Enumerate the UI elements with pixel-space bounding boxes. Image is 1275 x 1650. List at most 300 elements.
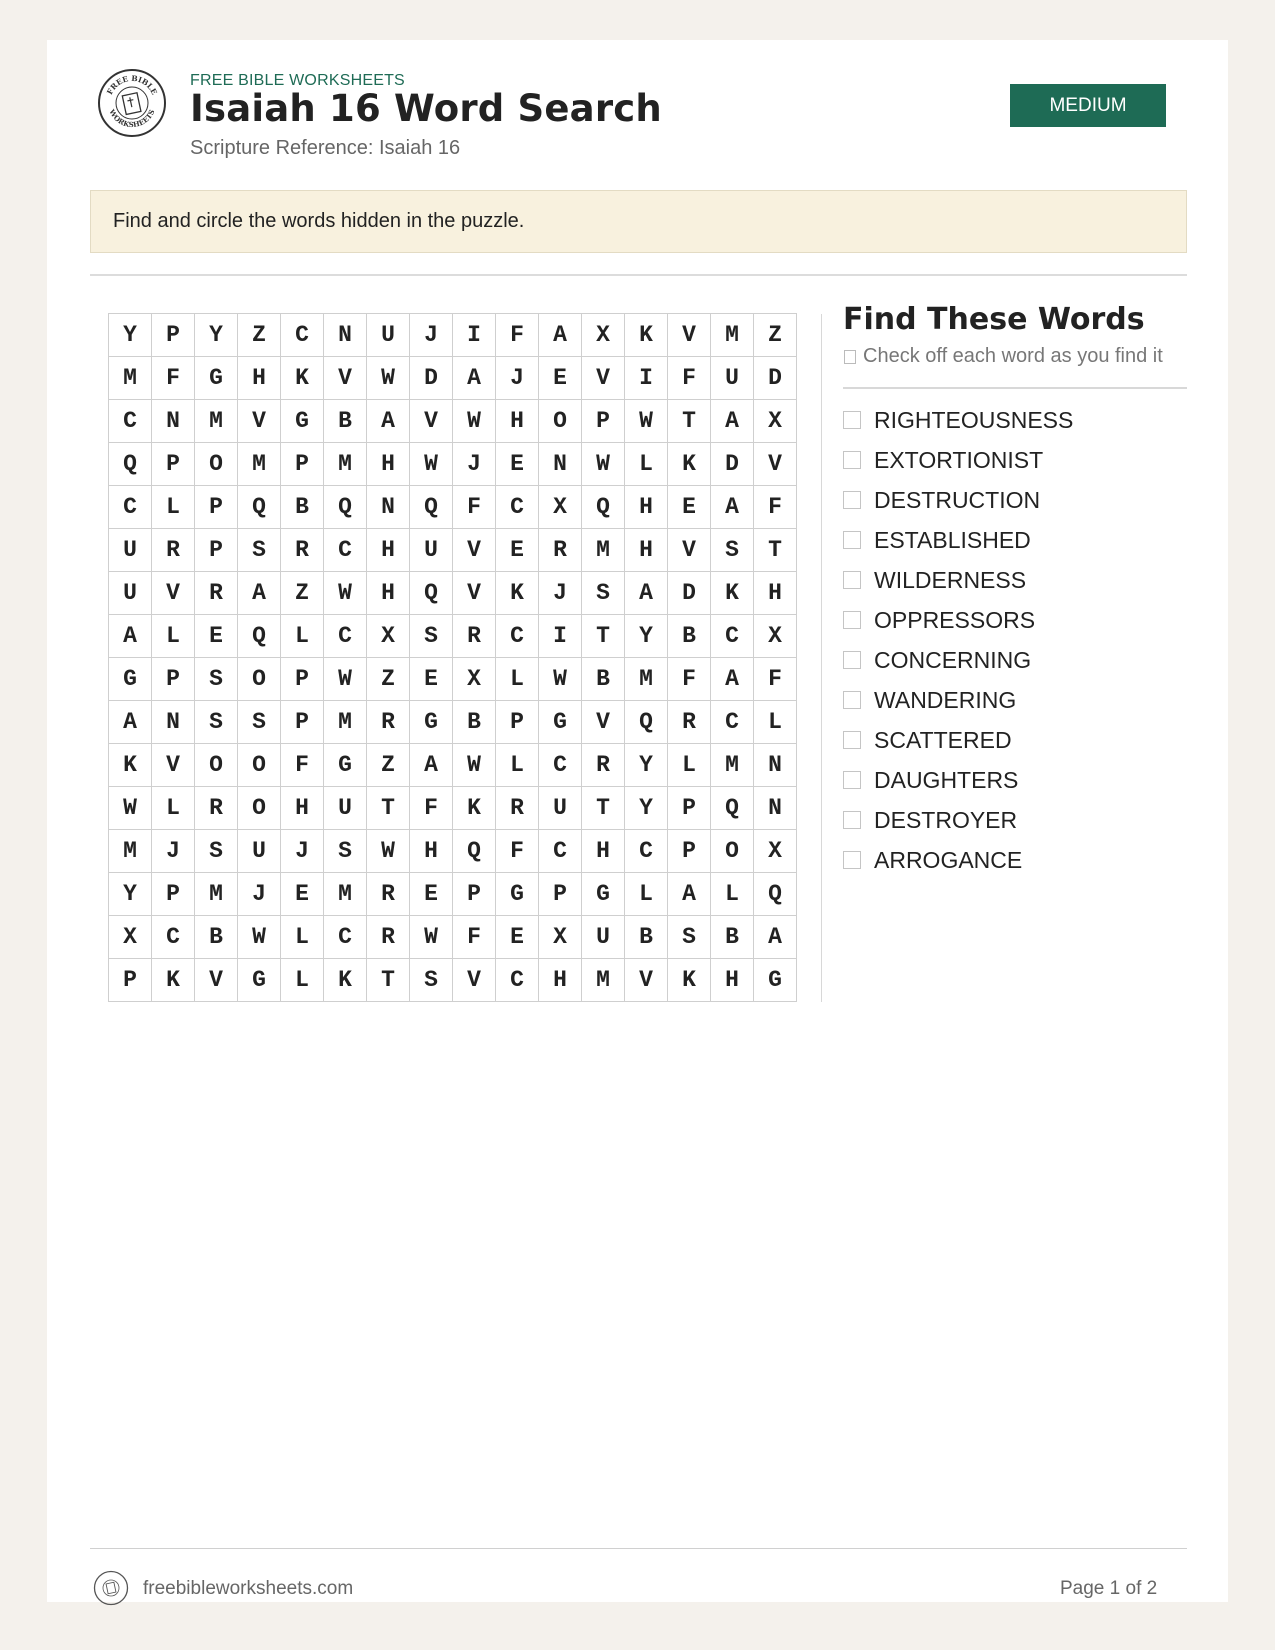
grid-row bbox=[109, 357, 797, 400]
grid-row bbox=[109, 314, 797, 357]
grid-cell[interactable]: F bbox=[496, 314, 539, 357]
grid-cell[interactable]: P bbox=[152, 873, 195, 916]
grid-cell[interactable]: Y bbox=[195, 314, 238, 357]
grid-cell[interactable]: L bbox=[625, 443, 668, 486]
grid-cell[interactable]: A bbox=[539, 314, 582, 357]
grid-cell[interactable]: T bbox=[754, 529, 797, 572]
grid-cell[interactable]: H bbox=[625, 529, 668, 572]
grid-cell[interactable]: P bbox=[539, 873, 582, 916]
grid-cell[interactable]: Z bbox=[367, 744, 410, 787]
word-label: EXTORTIONIST bbox=[874, 446, 1044, 473]
grid-cell[interactable]: H bbox=[625, 486, 668, 529]
grid-cell[interactable]: L bbox=[711, 873, 754, 916]
grid-cell[interactable]: F bbox=[754, 486, 797, 529]
grid-cell[interactable]: S bbox=[195, 658, 238, 701]
grid-cell[interactable]: N bbox=[152, 400, 195, 443]
grid-cell[interactable]: J bbox=[539, 572, 582, 615]
grid-cell[interactable]: B bbox=[711, 916, 754, 959]
grid-cell[interactable]: Y bbox=[109, 873, 152, 916]
grid-cell[interactable]: F bbox=[453, 486, 496, 529]
grid-cell[interactable]: H bbox=[367, 443, 410, 486]
grid-cell[interactable]: C bbox=[324, 916, 367, 959]
grid-cell[interactable]: K bbox=[496, 572, 539, 615]
grid-cell[interactable]: M bbox=[109, 830, 152, 873]
grid-cell[interactable]: Q bbox=[410, 486, 453, 529]
grid-cell[interactable]: K bbox=[668, 443, 711, 486]
grid-cell[interactable]: U bbox=[324, 787, 367, 830]
grid-cell[interactable]: X bbox=[539, 916, 582, 959]
grid-cell[interactable]: H bbox=[496, 400, 539, 443]
grid-cell[interactable]: U bbox=[711, 357, 754, 400]
grid-cell[interactable]: X bbox=[582, 314, 625, 357]
grid-cell[interactable]: V bbox=[754, 443, 797, 486]
grid-cell[interactable]: S bbox=[238, 701, 281, 744]
grid-cell[interactable]: B bbox=[582, 658, 625, 701]
word-list-item bbox=[843, 760, 1073, 800]
grid-cell[interactable]: T bbox=[367, 787, 410, 830]
grid-cell[interactable]: S bbox=[410, 615, 453, 658]
grid-cell[interactable]: V bbox=[324, 357, 367, 400]
grid-cell[interactable]: W bbox=[410, 916, 453, 959]
grid-cell[interactable]: V bbox=[195, 959, 238, 1002]
word-list-item bbox=[843, 640, 1073, 680]
grid-cell[interactable]: V bbox=[582, 701, 625, 744]
word-list-item bbox=[843, 840, 1073, 880]
grid-cell[interactable]: F bbox=[410, 787, 453, 830]
grid-cell[interactable]: L bbox=[496, 744, 539, 787]
grid-cell[interactable]: C bbox=[109, 486, 152, 529]
grid-cell[interactable]: U bbox=[367, 314, 410, 357]
svg-text:WORKSHEETS: WORKSHEETS bbox=[107, 107, 157, 130]
grid-cell[interactable]: A bbox=[711, 400, 754, 443]
grid-cell[interactable]: W bbox=[367, 357, 410, 400]
divider bbox=[843, 387, 1187, 389]
grid-cell[interactable]: A bbox=[754, 916, 797, 959]
grid-cell[interactable]: A bbox=[238, 572, 281, 615]
grid-cell[interactable]: V bbox=[453, 959, 496, 1002]
grid-cell[interactable]: L bbox=[625, 873, 668, 916]
grid-cell[interactable]: W bbox=[238, 916, 281, 959]
grid-cell[interactable]: R bbox=[582, 744, 625, 787]
grid-cell[interactable]: X bbox=[109, 916, 152, 959]
grid-cell[interactable]: X bbox=[754, 615, 797, 658]
grid-cell[interactable]: H bbox=[410, 830, 453, 873]
word-checkbox[interactable] bbox=[843, 451, 861, 469]
grid-cell[interactable]: F bbox=[668, 357, 711, 400]
instructions-box bbox=[90, 190, 1187, 253]
grid-row bbox=[109, 615, 797, 658]
grid-cell[interactable]: R bbox=[496, 787, 539, 830]
grid-cell[interactable]: S bbox=[668, 916, 711, 959]
grid-cell[interactable]: W bbox=[324, 658, 367, 701]
grid-cell[interactable]: S bbox=[195, 701, 238, 744]
grid-cell[interactable]: D bbox=[410, 357, 453, 400]
grid-cell[interactable]: F bbox=[754, 658, 797, 701]
grid-cell[interactable]: J bbox=[152, 830, 195, 873]
grid-cell[interactable]: U bbox=[109, 572, 152, 615]
grid-cell[interactable]: G bbox=[238, 959, 281, 1002]
grid-cell[interactable]: W bbox=[582, 443, 625, 486]
footer-logo-icon bbox=[93, 1570, 129, 1606]
grid-cell[interactable]: G bbox=[496, 873, 539, 916]
grid-cell[interactable]: Q bbox=[238, 486, 281, 529]
word-list-title: Find These Words bbox=[843, 302, 1145, 337]
grid-cell[interactable]: X bbox=[539, 486, 582, 529]
grid-cell[interactable]: A bbox=[109, 615, 152, 658]
grid-cell[interactable]: M bbox=[109, 357, 152, 400]
grid-cell[interactable]: S bbox=[195, 830, 238, 873]
grid-cell[interactable]: S bbox=[582, 572, 625, 615]
word-checkbox[interactable] bbox=[843, 811, 861, 829]
grid-cell[interactable]: M bbox=[238, 443, 281, 486]
grid-cell[interactable]: M bbox=[625, 658, 668, 701]
grid-cell[interactable]: G bbox=[109, 658, 152, 701]
grid-cell[interactable]: W bbox=[109, 787, 152, 830]
grid-cell[interactable]: P bbox=[281, 701, 324, 744]
grid-cell[interactable]: K bbox=[668, 959, 711, 1002]
word-label: RIGHTEOUSNESS bbox=[874, 406, 1074, 433]
grid-cell[interactable]: L bbox=[281, 916, 324, 959]
grid-cell[interactable]: B bbox=[668, 615, 711, 658]
grid-cell[interactable]: Q bbox=[625, 701, 668, 744]
grid-cell[interactable]: P bbox=[152, 314, 195, 357]
grid-cell[interactable]: E bbox=[410, 658, 453, 701]
grid-cell[interactable]: Q bbox=[238, 615, 281, 658]
grid-cell[interactable]: T bbox=[582, 787, 625, 830]
grid-cell[interactable]: R bbox=[195, 572, 238, 615]
grid-cell[interactable]: L bbox=[496, 658, 539, 701]
grid-cell[interactable]: H bbox=[539, 959, 582, 1002]
grid-cell[interactable]: O bbox=[195, 443, 238, 486]
grid-cell[interactable]: Y bbox=[109, 314, 152, 357]
grid-cell[interactable]: N bbox=[539, 443, 582, 486]
grid-cell[interactable]: C bbox=[711, 615, 754, 658]
grid-cell[interactable]: I bbox=[453, 314, 496, 357]
grid-cell[interactable]: H bbox=[238, 357, 281, 400]
grid-cell[interactable]: A bbox=[109, 701, 152, 744]
grid-cell[interactable]: L bbox=[152, 486, 195, 529]
grid-cell[interactable]: N bbox=[754, 787, 797, 830]
grid-cell[interactable]: M bbox=[711, 314, 754, 357]
grid-cell[interactable]: F bbox=[152, 357, 195, 400]
grid-cell[interactable]: W bbox=[625, 400, 668, 443]
grid-cell[interactable]: E bbox=[539, 357, 582, 400]
grid-cell[interactable]: G bbox=[410, 701, 453, 744]
grid-cell[interactable]: K bbox=[324, 959, 367, 1002]
grid-cell[interactable]: M bbox=[324, 701, 367, 744]
grid-cell[interactable]: M bbox=[195, 873, 238, 916]
grid-cell[interactable]: Y bbox=[625, 744, 668, 787]
brand-label: FREE BIBLE WORKSHEETS bbox=[190, 72, 405, 89]
grid-cell[interactable]: D bbox=[711, 443, 754, 486]
grid-cell[interactable]: H bbox=[582, 830, 625, 873]
grid-cell[interactable]: Q bbox=[582, 486, 625, 529]
grid-cell[interactable]: O bbox=[539, 400, 582, 443]
word-checkbox[interactable] bbox=[843, 411, 861, 429]
grid-cell[interactable]: H bbox=[711, 959, 754, 1002]
grid-cell[interactable]: Q bbox=[324, 486, 367, 529]
grid-cell[interactable]: K bbox=[625, 314, 668, 357]
word-list-item bbox=[843, 400, 1073, 440]
grid-cell[interactable]: O bbox=[195, 744, 238, 787]
grid-row bbox=[109, 873, 797, 916]
grid-cell[interactable]: L bbox=[281, 959, 324, 1002]
grid-cell[interactable]: C bbox=[711, 701, 754, 744]
grid-cell[interactable]: O bbox=[238, 787, 281, 830]
grid-cell[interactable]: A bbox=[453, 357, 496, 400]
grid-cell[interactable]: H bbox=[281, 787, 324, 830]
grid-cell[interactable]: Z bbox=[281, 572, 324, 615]
word-checkbox[interactable] bbox=[843, 491, 861, 509]
grid-cell[interactable]: R bbox=[453, 615, 496, 658]
grid-cell[interactable]: M bbox=[582, 959, 625, 1002]
word-label: SCATTERED bbox=[874, 726, 1012, 753]
grid-cell[interactable]: K bbox=[453, 787, 496, 830]
grid-cell[interactable]: C bbox=[539, 830, 582, 873]
grid-cell[interactable]: G bbox=[324, 744, 367, 787]
grid-cell[interactable]: S bbox=[324, 830, 367, 873]
grid-cell[interactable]: Y bbox=[625, 787, 668, 830]
grid-cell[interactable]: T bbox=[668, 400, 711, 443]
grid-cell[interactable]: M bbox=[711, 744, 754, 787]
grid-cell[interactable]: T bbox=[582, 615, 625, 658]
grid-cell[interactable]: V bbox=[668, 314, 711, 357]
grid-cell[interactable]: G bbox=[539, 701, 582, 744]
grid-cell[interactable]: K bbox=[109, 744, 152, 787]
grid-cell[interactable]: M bbox=[324, 443, 367, 486]
grid-cell[interactable]: Z bbox=[367, 658, 410, 701]
grid-cell[interactable]: F bbox=[281, 744, 324, 787]
grid-cell[interactable]: G bbox=[281, 400, 324, 443]
grid-cell[interactable]: E bbox=[668, 486, 711, 529]
word-label: WANDERING bbox=[874, 686, 1017, 713]
grid-row bbox=[109, 443, 797, 486]
grid-cell[interactable]: K bbox=[711, 572, 754, 615]
grid-cell[interactable]: U bbox=[238, 830, 281, 873]
footer-site-link[interactable]: freebibleworksheets.com bbox=[143, 1578, 354, 1599]
word-checkbox[interactable] bbox=[843, 571, 861, 589]
grid-cell[interactable]: A bbox=[711, 486, 754, 529]
grid-cell[interactable]: A bbox=[410, 744, 453, 787]
grid-cell[interactable]: C bbox=[152, 916, 195, 959]
grid-row bbox=[109, 572, 797, 615]
grid-cell[interactable]: S bbox=[711, 529, 754, 572]
grid-cell[interactable]: N bbox=[152, 701, 195, 744]
grid-cell[interactable]: G bbox=[754, 959, 797, 1002]
grid-cell[interactable]: N bbox=[324, 314, 367, 357]
grid-cell[interactable]: U bbox=[582, 916, 625, 959]
grid-row bbox=[109, 959, 797, 1002]
grid-cell[interactable]: E bbox=[496, 443, 539, 486]
grid-cell[interactable]: P bbox=[668, 830, 711, 873]
grid-cell[interactable]: Q bbox=[453, 830, 496, 873]
word-checkbox[interactable] bbox=[843, 531, 861, 549]
grid-cell[interactable]: E bbox=[496, 916, 539, 959]
grid-cell[interactable]: C bbox=[109, 400, 152, 443]
grid-cell[interactable]: Q bbox=[754, 873, 797, 916]
word-label: DESTRUCTION bbox=[874, 486, 1041, 513]
grid-cell[interactable]: B bbox=[195, 916, 238, 959]
grid-cell[interactable]: C bbox=[625, 830, 668, 873]
grid-cell[interactable]: W bbox=[453, 744, 496, 787]
grid-cell[interactable]: K bbox=[281, 357, 324, 400]
grid-cell[interactable]: I bbox=[625, 357, 668, 400]
grid-cell[interactable]: F bbox=[668, 658, 711, 701]
grid-cell[interactable]: S bbox=[238, 529, 281, 572]
grid-cell[interactable]: C bbox=[324, 529, 367, 572]
grid-row bbox=[109, 787, 797, 830]
grid-cell[interactable]: J bbox=[453, 443, 496, 486]
grid-cell[interactable]: N bbox=[754, 744, 797, 787]
grid-cell[interactable]: F bbox=[496, 830, 539, 873]
grid-cell[interactable]: V bbox=[453, 529, 496, 572]
grid-cell[interactable]: G bbox=[195, 357, 238, 400]
grid-cell[interactable]: J bbox=[281, 830, 324, 873]
grid-cell[interactable]: M bbox=[324, 873, 367, 916]
grid-cell[interactable]: A bbox=[367, 400, 410, 443]
grid-cell[interactable]: Q bbox=[109, 443, 152, 486]
grid-cell[interactable]: Z bbox=[754, 314, 797, 357]
page-number: Page 1 of 2 bbox=[1060, 1578, 1158, 1599]
grid-cell[interactable]: D bbox=[668, 572, 711, 615]
grid-cell[interactable]: G bbox=[582, 873, 625, 916]
grid-cell[interactable]: A bbox=[668, 873, 711, 916]
grid-cell[interactable]: B bbox=[324, 400, 367, 443]
grid-cell[interactable]: R bbox=[367, 701, 410, 744]
grid-cell[interactable]: P bbox=[195, 529, 238, 572]
grid-cell[interactable]: Y bbox=[625, 615, 668, 658]
grid-cell[interactable]: C bbox=[496, 486, 539, 529]
grid-cell[interactable]: E bbox=[281, 873, 324, 916]
grid-cell[interactable]: C bbox=[324, 615, 367, 658]
grid-cell[interactable]: C bbox=[496, 615, 539, 658]
grid-cell[interactable]: L bbox=[281, 615, 324, 658]
word-list-item bbox=[843, 600, 1073, 640]
grid-cell[interactable]: C bbox=[496, 959, 539, 1002]
grid-row bbox=[109, 486, 797, 529]
grid-cell[interactable]: L bbox=[152, 787, 195, 830]
grid-cell[interactable]: C bbox=[281, 314, 324, 357]
grid-cell[interactable]: J bbox=[238, 873, 281, 916]
grid-cell[interactable]: P bbox=[496, 701, 539, 744]
grid-cell[interactable]: B bbox=[625, 916, 668, 959]
grid-cell[interactable]: P bbox=[453, 873, 496, 916]
grid-cell[interactable]: V bbox=[625, 959, 668, 1002]
grid-cell[interactable]: J bbox=[496, 357, 539, 400]
grid-cell[interactable]: V bbox=[453, 572, 496, 615]
word-checkbox[interactable] bbox=[843, 651, 861, 669]
grid-cell[interactable]: E bbox=[496, 529, 539, 572]
grid-cell[interactable]: V bbox=[668, 529, 711, 572]
word-checkbox[interactable] bbox=[843, 611, 861, 629]
grid-row bbox=[109, 744, 797, 787]
word-label: ARROGANCE bbox=[874, 846, 1023, 873]
grid-cell[interactable]: W bbox=[324, 572, 367, 615]
grid-cell[interactable]: R bbox=[195, 787, 238, 830]
grid-cell[interactable]: V bbox=[410, 400, 453, 443]
grid-cell[interactable]: M bbox=[582, 529, 625, 572]
grid-cell[interactable]: J bbox=[410, 314, 453, 357]
grid-cell[interactable]: N bbox=[367, 486, 410, 529]
grid-cell[interactable]: P bbox=[109, 959, 152, 1002]
grid-cell[interactable]: V bbox=[238, 400, 281, 443]
grid-cell[interactable]: X bbox=[754, 830, 797, 873]
grid-cell[interactable]: H bbox=[754, 572, 797, 615]
grid-cell[interactable]: Q bbox=[410, 572, 453, 615]
grid-cell[interactable]: S bbox=[410, 959, 453, 1002]
grid-cell[interactable]: F bbox=[453, 916, 496, 959]
grid-cell[interactable]: H bbox=[367, 572, 410, 615]
grid-cell[interactable]: P bbox=[281, 443, 324, 486]
grid-cell[interactable]: M bbox=[195, 400, 238, 443]
grid-cell[interactable]: P bbox=[582, 400, 625, 443]
grid-cell[interactable]: R bbox=[539, 529, 582, 572]
grid-cell[interactable]: B bbox=[453, 701, 496, 744]
grid-cell[interactable]: Q bbox=[711, 787, 754, 830]
grid-cell[interactable]: L bbox=[668, 744, 711, 787]
grid-cell[interactable]: L bbox=[754, 701, 797, 744]
grid-cell[interactable]: P bbox=[152, 443, 195, 486]
grid-cell[interactable]: D bbox=[754, 357, 797, 400]
grid-cell[interactable]: U bbox=[539, 787, 582, 830]
grid-cell[interactable]: Z bbox=[238, 314, 281, 357]
grid-cell[interactable]: L bbox=[152, 615, 195, 658]
grid-cell[interactable]: H bbox=[367, 529, 410, 572]
grid-cell[interactable]: V bbox=[582, 357, 625, 400]
grid-cell[interactable]: X bbox=[453, 658, 496, 701]
grid-cell[interactable]: U bbox=[109, 529, 152, 572]
grid-cell[interactable]: W bbox=[410, 443, 453, 486]
grid-cell[interactable]: O bbox=[238, 658, 281, 701]
grid-row bbox=[109, 916, 797, 959]
grid-cell[interactable]: R bbox=[281, 529, 324, 572]
grid-cell[interactable]: W bbox=[539, 658, 582, 701]
grid-cell[interactable]: R bbox=[152, 529, 195, 572]
grid-cell[interactable]: I bbox=[539, 615, 582, 658]
grid-cell[interactable]: X bbox=[754, 400, 797, 443]
word-checkbox[interactable] bbox=[843, 691, 861, 709]
grid-cell[interactable]: V bbox=[152, 744, 195, 787]
grid-cell[interactable]: W bbox=[367, 830, 410, 873]
grid-cell[interactable]: P bbox=[281, 658, 324, 701]
grid-cell[interactable]: E bbox=[410, 873, 453, 916]
grid-cell[interactable]: R bbox=[668, 701, 711, 744]
grid-cell[interactable]: V bbox=[152, 572, 195, 615]
grid-cell[interactable]: R bbox=[367, 916, 410, 959]
grid-cell[interactable]: W bbox=[453, 400, 496, 443]
grid-cell[interactable]: P bbox=[668, 787, 711, 830]
grid-cell[interactable]: R bbox=[367, 873, 410, 916]
grid-cell[interactable]: C bbox=[539, 744, 582, 787]
grid-cell[interactable]: O bbox=[711, 830, 754, 873]
word-list-item bbox=[843, 560, 1073, 600]
word-checkbox[interactable] bbox=[843, 731, 861, 749]
word-checkbox[interactable] bbox=[843, 771, 861, 789]
grid-cell[interactable]: E bbox=[195, 615, 238, 658]
grid-cell[interactable]: A bbox=[711, 658, 754, 701]
grid-cell[interactable]: K bbox=[152, 959, 195, 1002]
grid-cell[interactable]: X bbox=[367, 615, 410, 658]
grid-cell[interactable]: O bbox=[238, 744, 281, 787]
word-checkbox[interactable] bbox=[843, 851, 861, 869]
grid-cell[interactable]: A bbox=[625, 572, 668, 615]
grid-cell[interactable]: T bbox=[367, 959, 410, 1002]
grid-cell[interactable]: U bbox=[410, 529, 453, 572]
grid-cell[interactable]: P bbox=[195, 486, 238, 529]
word-list-item bbox=[843, 480, 1073, 520]
grid-cell[interactable]: B bbox=[281, 486, 324, 529]
grid-cell[interactable]: P bbox=[152, 658, 195, 701]
